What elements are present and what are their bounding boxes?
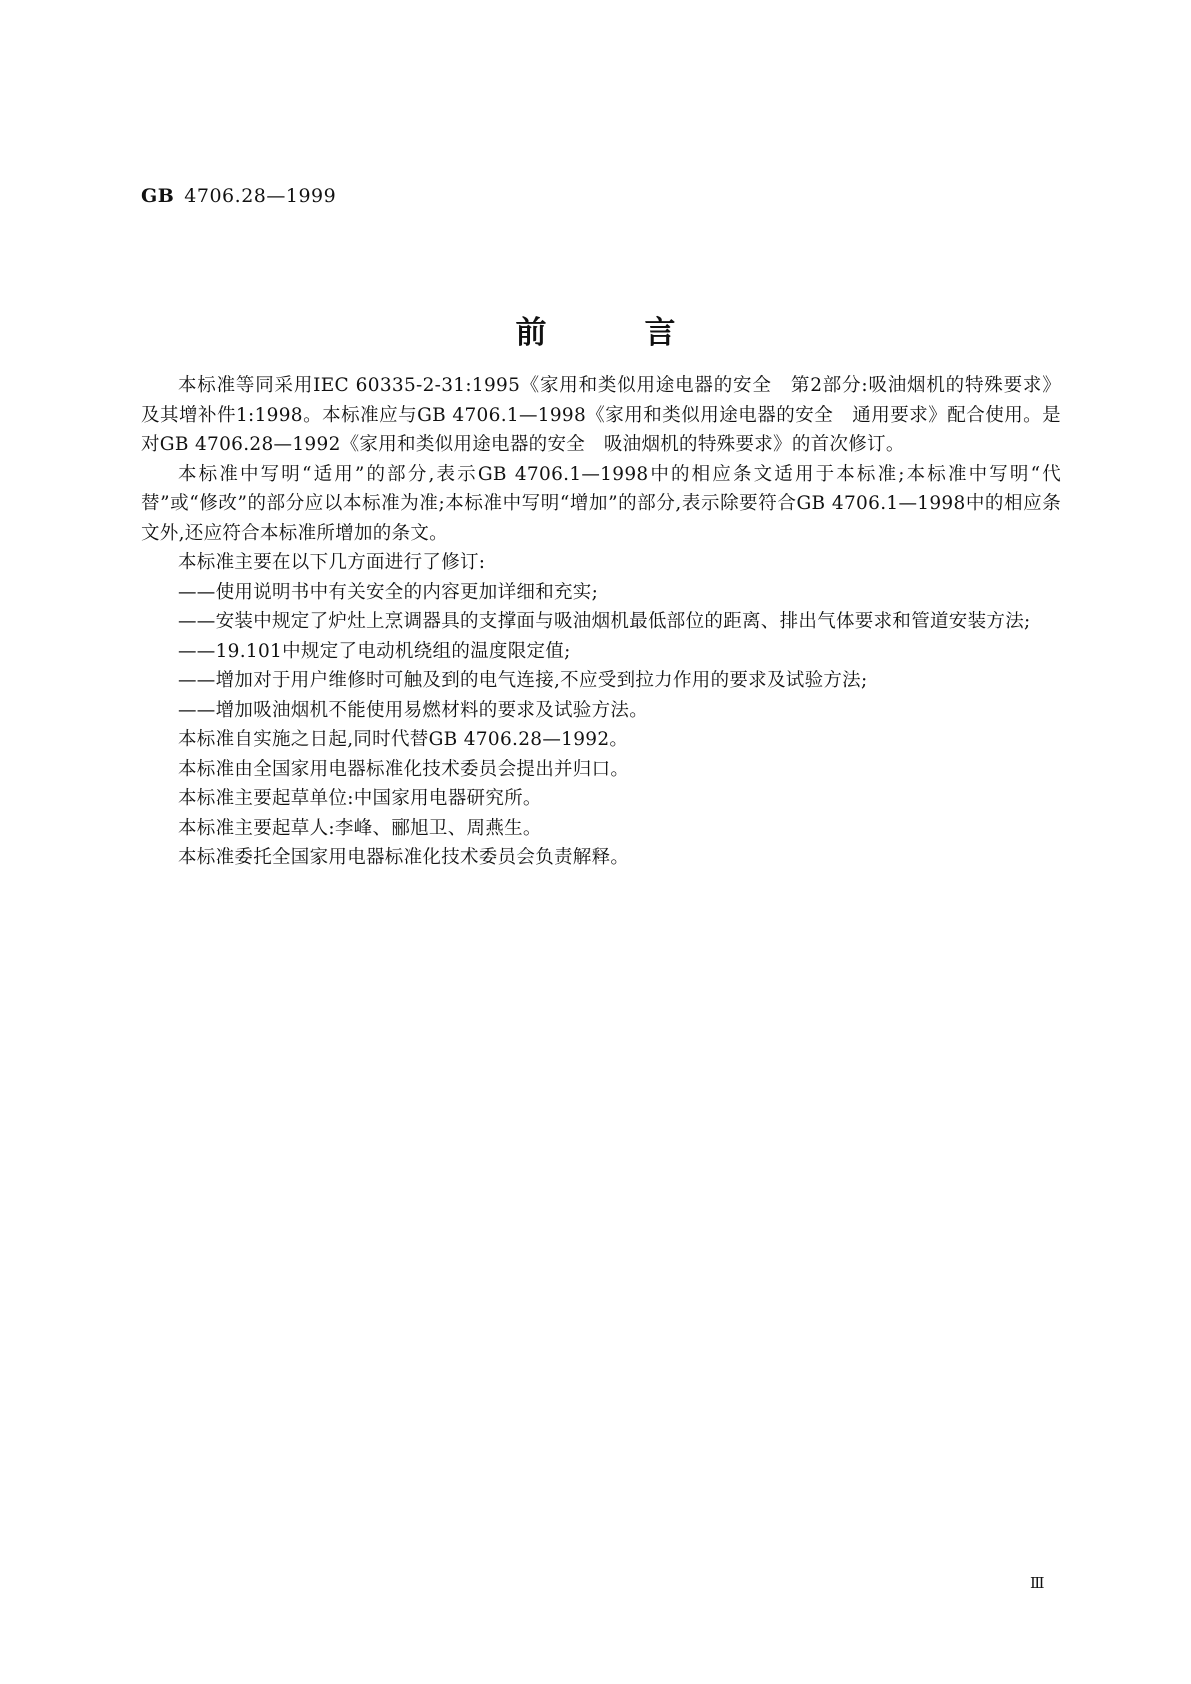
list-item: ——增加吸油烟机不能使用易燃材料的要求及试验方法。	[178, 699, 649, 721]
list-item: ——安装中规定了炉灶上烹调器具的支撑面与吸油烟机最低部位的距离、排出气体要求和管道安装方法;	[178, 611, 1031, 632]
paragraph: 本标准等同采用IEC 60335-2-31:1995《家用和类似用途电器的安全 第2部分:吸油烟机的特殊要求》及其增补件1:1998。本标准应与GB 4706.1—1998《家用和类似用途电器的安全 通用要求》配合使用。是对GB 4706.28—1992《家用和类似用途电器的安全 吸油烟机的特殊要求》的首次修订。	[141, 375, 1061, 455]
standard-prefix: GB	[141, 185, 175, 207]
standard-code	[141, 185, 336, 207]
list-item: ——使用说明书中有关安全的内容更加详细和充实;	[178, 581, 599, 603]
preface-body	[141, 371, 1061, 873]
paragraph: 本标准中写明“适用”的部分,表示GB 4706.1—1998中的相应条文适用于本标准;本标准中写明“代替”或“修改”的部分应以本标准为准;本标准中写明“增加”的部分,表示除要符合GB 4706.1—1998中的相应条文外,还应符合本标准所增加的条文。	[141, 463, 1061, 544]
list-item: ——增加对于用户维修时可触及到的电气连接,不应受到拉力作用的要求及试验方法;	[178, 670, 868, 691]
paragraph: 本标准主要起草人:李峰、郦旭卫、周燕生。	[178, 817, 542, 839]
paragraph: 本标准主要在以下几方面进行了修订:	[178, 552, 486, 573]
paragraph: 本标准自实施之日起,同时代替GB 4706.28—1992。	[178, 729, 629, 750]
page-number: Ⅲ	[1030, 1574, 1045, 1592]
paragraph: 本标准委托全国家用电器标准化技术委员会负责解释。	[178, 847, 630, 868]
page-title: 前言	[515, 315, 774, 351]
paragraph: 本标准主要起草单位:中国家用电器研究所。	[178, 788, 542, 809]
standard-number: 4706.28—1999	[184, 185, 337, 207]
list-item: ——19.101中规定了电动机绕组的温度限定值;	[178, 640, 571, 662]
paragraph: 本标准由全国家用电器标准化技术委员会提出并归口。	[178, 758, 630, 780]
